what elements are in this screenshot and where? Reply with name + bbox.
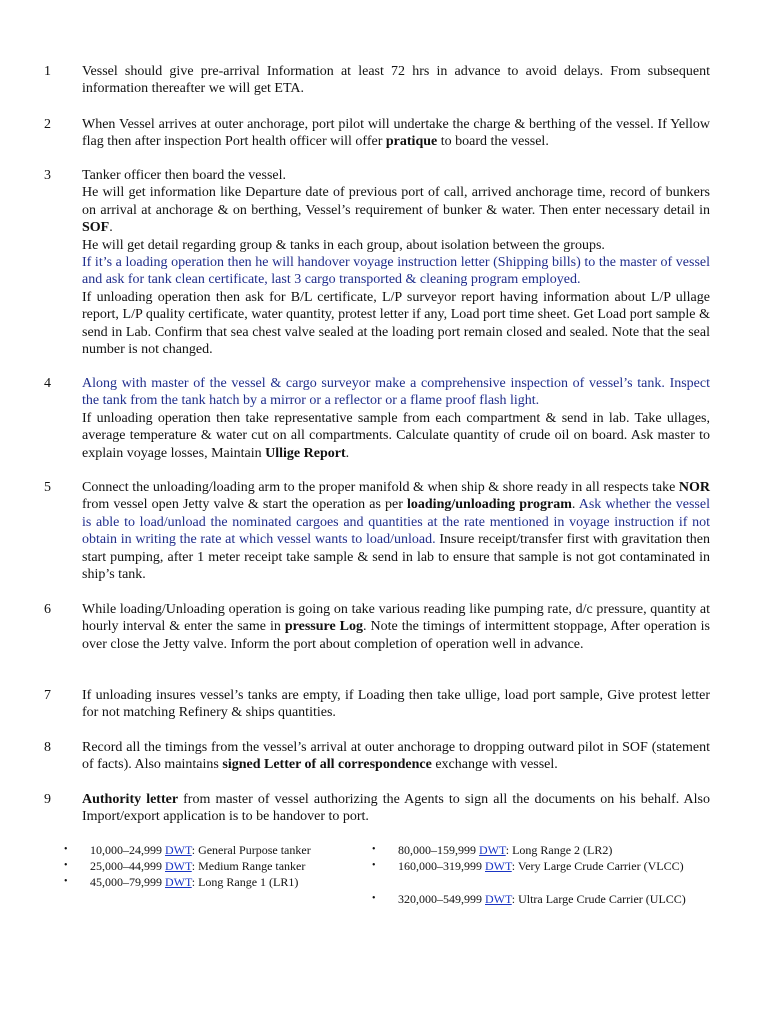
text-run: Record all the timings from the vessel’s arrival at outer anchorage to dropping outward pilot in SOF (statement of facts). Also maintains xyxy=(82,740,710,773)
bullet-icon: • xyxy=(372,844,376,855)
bold-term: pressure Log xyxy=(284,619,364,635)
bold-term: Ullige Report xyxy=(265,445,346,461)
paragraph: If unloading insures vessel’s tanks are empty, if Loading then take ullige, load port sample, Give protest letter for not matching Refinery & ships quantities. xyxy=(82,688,710,721)
dwt-link[interactable]: DWT xyxy=(485,859,512,873)
bold-term: loading/unloading program xyxy=(407,497,572,513)
dwt-range: 320,000–549,999 xyxy=(398,892,485,906)
bold-term: NOR xyxy=(678,480,710,495)
text-run: from master of vessel authorizing the Agents to sign all the documents on his behalf. Also Import/export application is to be handover to port. xyxy=(82,792,711,825)
bullet-icon: • xyxy=(64,860,68,871)
text-run: . xyxy=(109,220,113,236)
paragraph: Vessel should give pre-arrival Information at least 72 hrs in advance to avoid delays. From subsequent information thereafter we will get ETA. xyxy=(82,64,710,97)
dwt-link[interactable]: DWT xyxy=(485,892,512,906)
item-number: 4 xyxy=(44,376,51,391)
text-run: Insure receipt/transfer first with gravitation then start pumping, after 1 meter receipt take sample & send in lab to ensure that sample is not got contaminated in ship’s tank. xyxy=(82,532,710,583)
highlighted-text: Ask whether the vessel is able to load/unload the nominated cargoes and quantities at the rate mentioned in voyage instruction if not obtain in writing the rate at which vessel wants to load/unload. xyxy=(82,497,710,548)
paragraph: Tanker officer then board the vessel. xyxy=(82,168,287,183)
dwt-range: 45,000–79,999 xyxy=(90,875,165,889)
text-run: When Vessel arrives at outer anchorage, port pilot will undertake the charge & berthing of the vessel. If Yellow flag then after inspection Port health officer will offer xyxy=(82,117,710,150)
tanker-class: : Ultra Large Crude Carrier (ULCC) xyxy=(511,892,686,906)
bold-term: Authority letter xyxy=(82,792,179,807)
bullet-icon: • xyxy=(372,893,376,904)
item-number: 1 xyxy=(44,64,51,79)
paragraph: He will get detail regarding group & tanks in each group, about isolation between the groups. xyxy=(82,237,605,253)
dwt-range: 80,000–159,999 xyxy=(398,843,479,857)
dwt-link[interactable]: DWT xyxy=(165,859,192,873)
bullet-icon: • xyxy=(372,860,376,871)
text-run: exchange with vessel. xyxy=(431,757,558,773)
dwt-range: 160,000–319,999 xyxy=(398,859,485,873)
item-number: 3 xyxy=(44,168,51,183)
dwt-range: 25,000–44,999 xyxy=(90,859,165,873)
item-number: 5 xyxy=(44,480,51,495)
item-number: 6 xyxy=(44,602,51,617)
tanker-class: : Long Range 1 (LR1) xyxy=(191,875,299,889)
text-run: While loading/Unloading operation is going on take various reading like pumping rate, d/c pressure, quantity at hourly interval & enter the same in xyxy=(82,602,710,635)
dwt-link[interactable]: DWT xyxy=(479,843,506,857)
text-run: Connect the unloading/loading arm to the proper manifold & when ship & shore ready in all respects take xyxy=(82,480,679,495)
text-run: to board the vessel. xyxy=(437,134,549,150)
bold-term: pratique xyxy=(385,134,438,150)
highlighted-paragraph: If it’s a loading operation then he will handover voyage instruction letter (Shipping bills) to the master of vessel and ask for tank clean certificate, last 3 cargo transported & cleaning program employed. xyxy=(82,255,710,288)
text-run: If unloading operation then take representative sample from each compartment & send in lab. Take ullages, average temperature & water cut on all compartments. Calculate quantity of crude oil on board. Ask master to explain voyage losses, Maintain xyxy=(82,410,710,461)
dwt-link[interactable]: DWT xyxy=(165,875,192,889)
tanker-class: : Very Large Crude Carrier (VLCC) xyxy=(511,859,684,873)
item-number: 2 xyxy=(44,117,51,132)
highlighted-paragraph: Along with master of the vessel & cargo surveyor make a comprehensive inspection of vessel’s tank. Inspect the tank from the tank hatch by a mirror or a reflector or a flame proof flash light. xyxy=(82,376,710,409)
bullet-icon: • xyxy=(64,844,68,855)
tanker-class: : Medium Range tanker xyxy=(191,859,306,873)
text-run: He will get information like Departure date of previous port of call, arrived anchorage time, record of bunkers on arrival at anchorage & on berthing, Vessel’s requirement of bunker & water. Then enter necessary detail in xyxy=(82,185,710,218)
dwt-range: 10,000–24,999 xyxy=(90,843,165,857)
text-run: . xyxy=(571,497,579,513)
dwt-link[interactable]: DWT xyxy=(165,843,192,857)
bold-term: signed Letter of all correspondence xyxy=(222,757,432,773)
text-run: . Note the timings of intermittent stoppage, After operation is over close the Jetty valve. Inform the port about completion of operation well in advance. xyxy=(82,619,710,652)
text-run: from vessel open Jetty valve & start the operation as per xyxy=(82,497,407,513)
bullet-icon: • xyxy=(64,876,68,887)
paragraph: If unloading operation then ask for B/L certificate, L/P surveyor report having information about L/P ullage report, L/P quality certificate, water quantity, protest letter if any, Load port time sheet. Get Load port sample & send in Lab. Confirm that sea chest valve sealed at the loading port remain closed and sealed. Note that the seal number is not changed. xyxy=(82,289,710,358)
tanker-class: : General Purpose tanker xyxy=(191,843,311,857)
text-run: . xyxy=(345,445,350,461)
item-number: 8 xyxy=(44,740,51,755)
item-number: 9 xyxy=(44,792,51,807)
bold-term: SOF xyxy=(82,220,110,236)
item-number: 7 xyxy=(44,688,51,703)
tanker-class: : Long Range 2 (LR2) xyxy=(505,843,613,857)
